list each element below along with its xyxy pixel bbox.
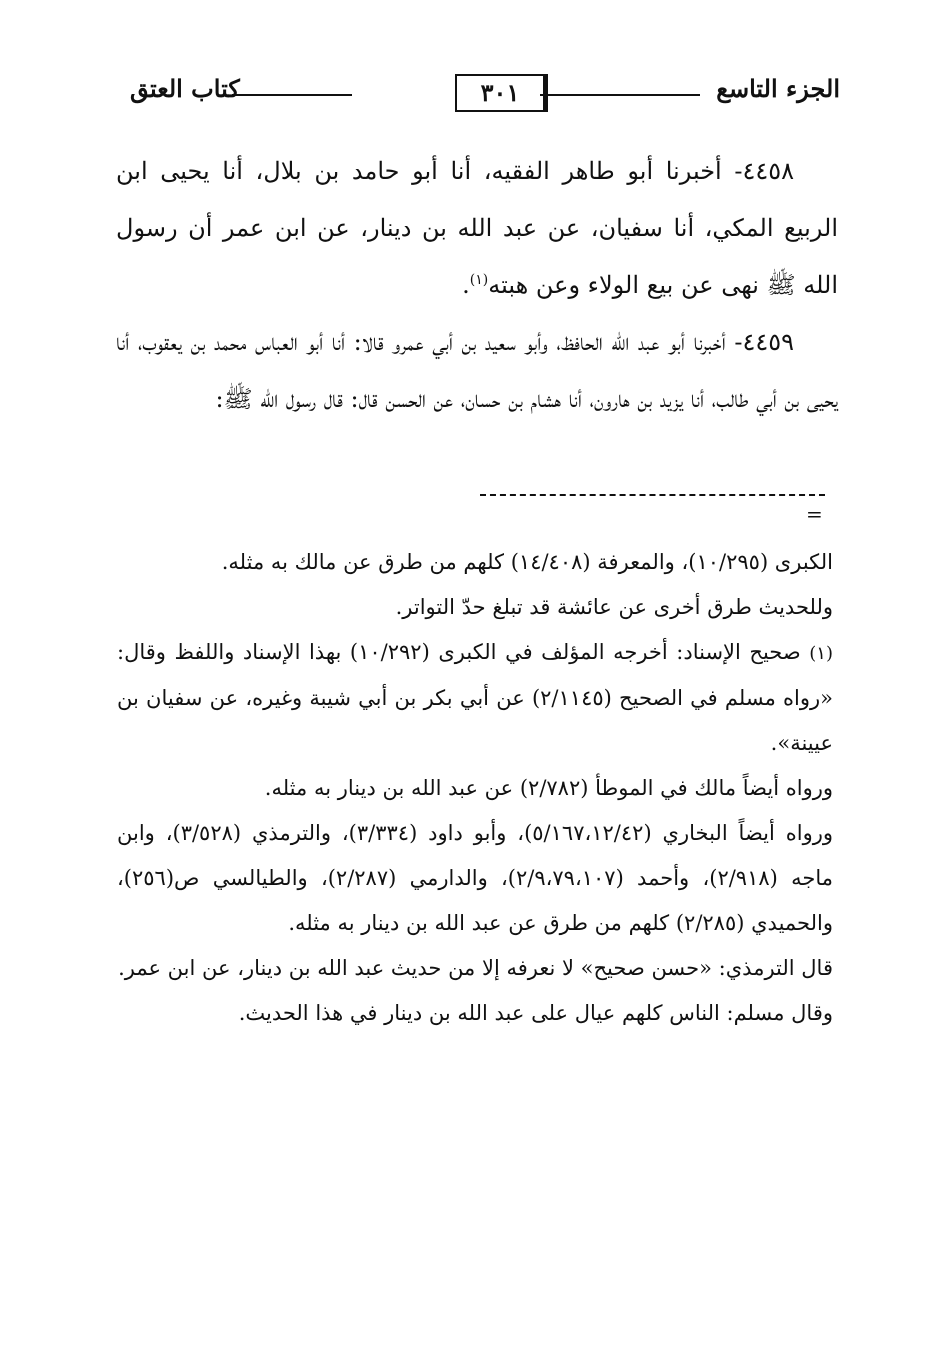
- footnote-separator: [480, 494, 825, 496]
- footnote-marker: (١): [809, 643, 833, 664]
- hadith-text: - أخبرنا أبو عبد الله الحافظ، وأبو سعيد بن أبي عمرو قالا: أنا أبو العباس محمد بن يعقوب، أنا يحيى بن أبي طالب، أنا يزيد بن هارون، أنا هشام بن حسان، عن الحسن قال: قال رسول الله ﷺ:: [116, 328, 838, 413]
- hadith-number: ٤٤٥٩: [742, 328, 794, 356]
- hadith-text: - أخبرنا أبو طاهر الفقيه، أنا أبو حامد بن بلال، أنا يحيى ابن الربيع المكي، أنا سفيان، عن عبد الله بن دينار، عن ابن عمر أن رسول الله ﷺ نهى عن بيع الولاء وعن هبته: [116, 157, 838, 299]
- footnote-continued: الكبرى (١٠/٢٩٥)، والمعرفة (١٤/٤٠٨) كلهم من طرق عن مالك به مثله.: [221, 550, 833, 574]
- header-rule-left: [232, 94, 352, 96]
- footnote-paragraph: وقال مسلم: الناس كلهم عيال على عبد الله بن دينار في هذا الحديث.: [238, 1001, 833, 1025]
- footnote-paragraph: قال الترمذي: «حسن صحيح» لا نعرفه إلا من حديث عبد الله بن دينار، عن ابن عمر.: [118, 956, 833, 980]
- footnote-paragraph: ورواه أيضاً مالك في الموطأ (٢/٧٨٢) عن عبد الله بن دينار به مثله.: [264, 776, 833, 800]
- page-number-box: ٣٠١: [455, 74, 545, 112]
- footnote-1: [117, 630, 833, 766]
- volume-title: الجزء التاسع: [716, 74, 840, 103]
- continuation-mark: =: [806, 502, 823, 526]
- footnote-reference: (١): [469, 272, 489, 288]
- main-text: [116, 143, 838, 428]
- book-title: كتاب العتق: [130, 74, 240, 103]
- hadith-number: ٤٤٥٨: [742, 157, 794, 185]
- hadith-4459: [116, 314, 838, 428]
- footnote-continued: وللحديث طرق أخرى عن عائشة قد تبلغ حدّ التواتر.: [395, 595, 833, 619]
- footnote-text: صحيح الإسناد: أخرجه المؤلف في الكبرى (١٠/٢٩٢) بهذا الإسناد واللفظ وقال: «رواه مسلم في الصحيح (٢/١١٤٥) عن أبي بكر بن أبي شيبة وغيره، عن سفيان بن عيينة».: [117, 640, 833, 755]
- sentence-end: .: [462, 271, 470, 299]
- footnote-paragraph: ورواه أيضاً البخاري (٥/١٦٧،١٢/٤٢)، وأبو داود (٣/٣٣٤)، والترمذي (٣/٥٢٨)، وابن ماجه (٢/٩١٨)، وأحمد (٢/٩،٧٩،١٠٧)، والدارمي (٢/٢٨٧)، والطيالسي ص(٢٥٦)، والحميدي (٢/٢٨٥) كلهم من طرق عن عبد الله بن دينار به مثله.: [117, 821, 834, 935]
- hadith-4458: [116, 143, 838, 314]
- running-header: [100, 60, 840, 120]
- footnotes: [117, 540, 833, 1036]
- header-rule-right: [540, 94, 700, 96]
